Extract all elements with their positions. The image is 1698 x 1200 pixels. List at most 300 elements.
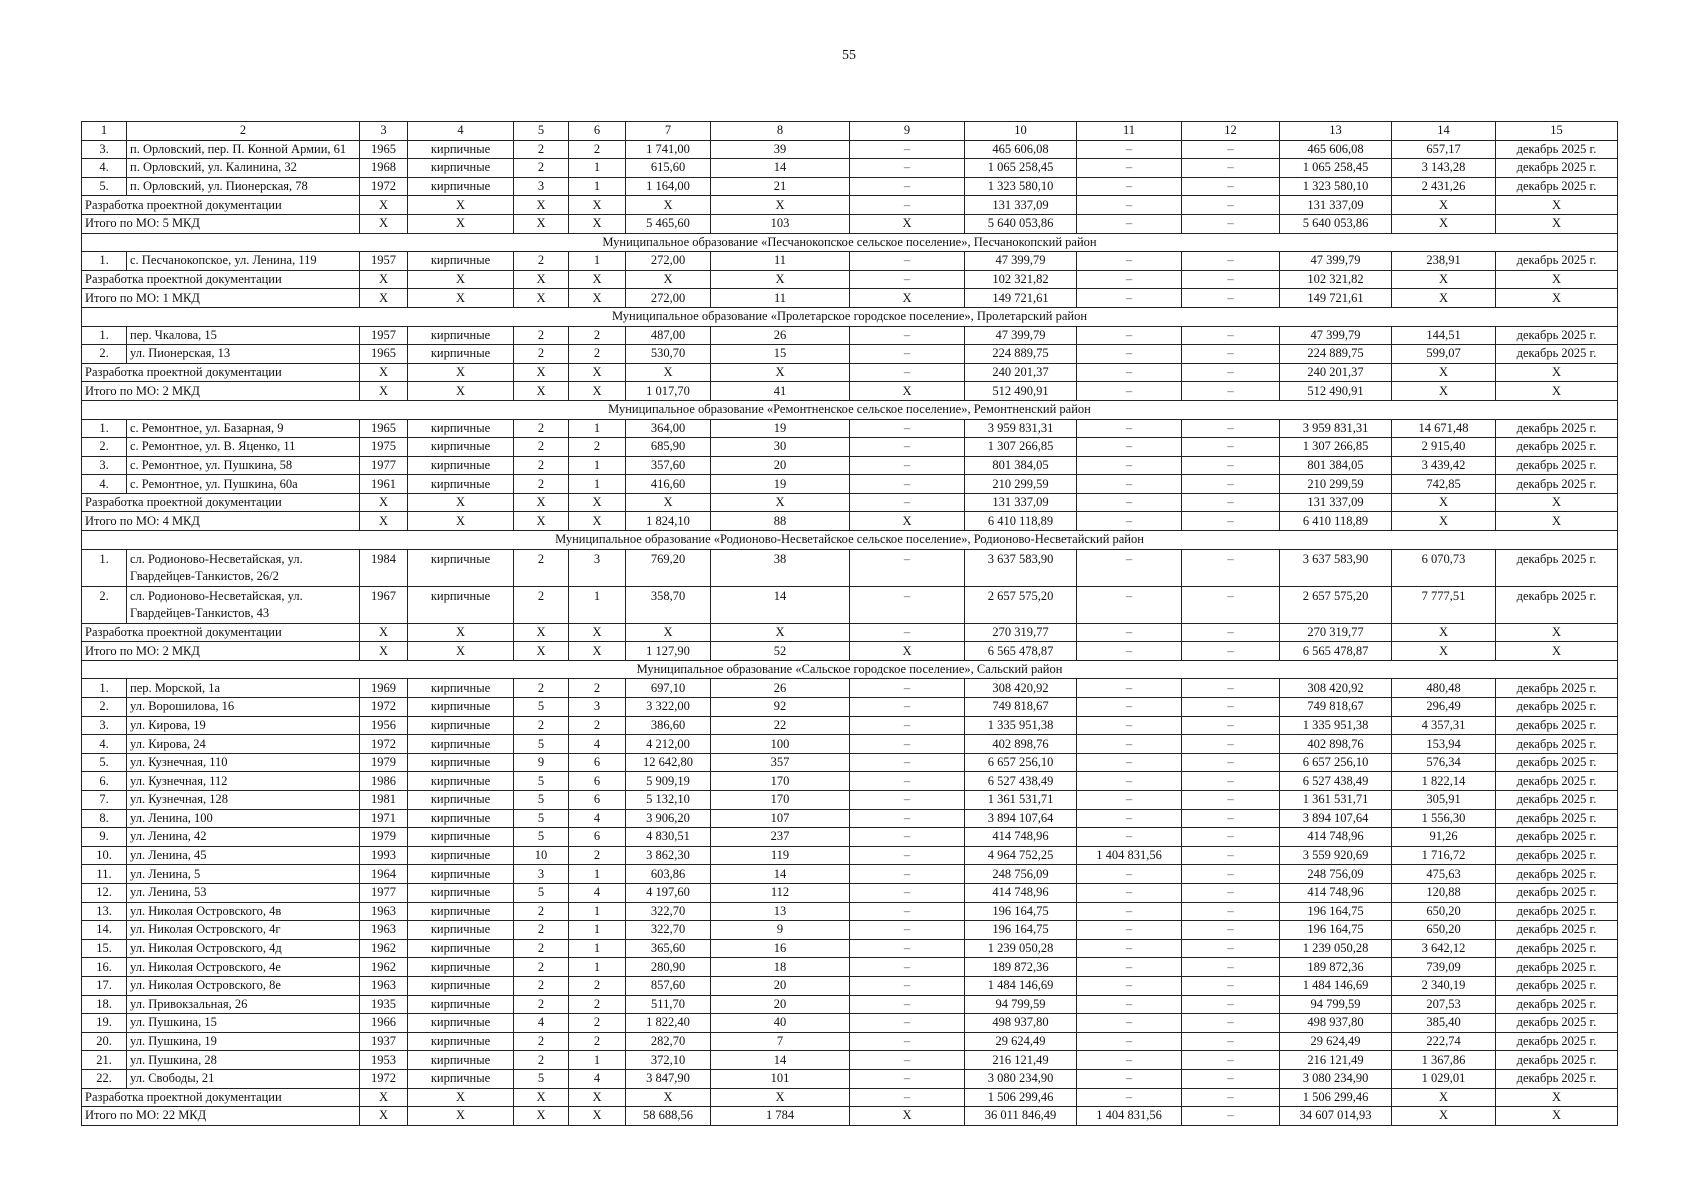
summary-cell-c4: Х [408, 214, 514, 233]
cell-12: – [1182, 921, 1280, 940]
cell-14: 480,48 [1392, 679, 1496, 698]
area-cell: 685,90 [626, 438, 711, 457]
cell-14: 3 439,42 [1392, 456, 1496, 475]
summary-cell-c7: Х [626, 270, 711, 289]
floors-cell: 2 [514, 159, 569, 178]
term-cell: декабрь 2025 г. [1496, 475, 1618, 494]
entrances-cell: 1 [569, 159, 626, 178]
summary-cell-c4: Х [408, 493, 514, 512]
summary-row [82, 289, 1618, 308]
address-cell: ул. Пушкина, 28 [127, 1051, 360, 1070]
floors-cell: 9 [514, 753, 569, 772]
column-number-cell: 9 [850, 122, 965, 141]
residents-cell: 20 [711, 995, 850, 1014]
column-number-cell: 7 [626, 122, 711, 141]
term-cell: декабрь 2025 г. [1496, 976, 1618, 995]
entrances-cell: 2 [569, 438, 626, 457]
total-cost-cell: 3 959 831,31 [965, 419, 1077, 438]
year-cell: 1979 [360, 828, 408, 847]
area-cell: 769,20 [626, 549, 711, 586]
summary-cell-c15: Х [1496, 270, 1618, 289]
address-cell: ул. Ленина, 53 [127, 883, 360, 902]
area-cell: 357,60 [626, 456, 711, 475]
cell-12: – [1182, 995, 1280, 1014]
area-cell: 3 906,20 [626, 809, 711, 828]
summary-cell-c15: Х [1496, 1088, 1618, 1107]
summary-cell-total: 6 410 118,89 [965, 512, 1077, 531]
area-cell: 358,70 [626, 586, 711, 623]
cell-13: 94 799,59 [1280, 995, 1392, 1014]
table-row [82, 252, 1618, 271]
area-cell: 3 862,30 [626, 846, 711, 865]
term-cell: декабрь 2025 г. [1496, 921, 1618, 940]
year-cell: 1966 [360, 1014, 408, 1033]
total-cost-cell: 210 299,59 [965, 475, 1077, 494]
cell-12: – [1182, 865, 1280, 884]
cell-13: 801 384,05 [1280, 456, 1392, 475]
summary-cell-c4: Х [408, 1107, 514, 1126]
term-cell: декабрь 2025 г. [1496, 791, 1618, 810]
cell-11: – [1077, 679, 1182, 698]
cell-13: 1 361 531,71 [1280, 791, 1392, 810]
cell-9: – [850, 976, 965, 995]
floors-cell: 2 [514, 976, 569, 995]
row-number: 1. [82, 419, 127, 438]
municipality-section-row [82, 400, 1618, 419]
cell-13: 3 559 920,69 [1280, 846, 1392, 865]
total-cost-cell: 1 065 258,45 [965, 159, 1077, 178]
cell-9: – [850, 958, 965, 977]
summary-cell-c5: Х [514, 1088, 569, 1107]
summary-cell-c4: Х [408, 623, 514, 642]
total-cost-cell: 3 080 234,90 [965, 1069, 1077, 1088]
cell-14: 657,17 [1392, 140, 1496, 159]
summary-label: Итого по МО: 22 МКД [82, 1107, 360, 1126]
address-cell: ул. Привокзальная, 26 [127, 995, 360, 1014]
term-cell: декабрь 2025 г. [1496, 345, 1618, 364]
summary-cell-c5: Х [514, 214, 569, 233]
year-cell: 1986 [360, 772, 408, 791]
address-cell: ул. Пушкина, 15 [127, 1014, 360, 1033]
total-cost-cell: 749 818,67 [965, 698, 1077, 717]
table-row [82, 716, 1618, 735]
table-row [82, 326, 1618, 345]
table-row [82, 958, 1618, 977]
summary-cell-c3: Х [360, 214, 408, 233]
address-cell: ул. Кузнечная, 112 [127, 772, 360, 791]
address-cell: ул. Свободы, 21 [127, 1069, 360, 1088]
municipality-section-row [82, 660, 1618, 679]
table-row [82, 549, 1618, 586]
row-number: 4. [82, 159, 127, 178]
material-cell: кирпичные [408, 995, 514, 1014]
cell-13: 1 323 580,10 [1280, 177, 1392, 196]
summary-cell-c4: Х [408, 642, 514, 661]
address-cell: ул. Николая Островского, 4в [127, 902, 360, 921]
cell-13: 465 606,08 [1280, 140, 1392, 159]
term-cell: декабрь 2025 г. [1496, 252, 1618, 271]
floors-cell: 2 [514, 939, 569, 958]
year-cell: 1977 [360, 883, 408, 902]
summary-row [82, 642, 1618, 661]
cell-13: 47 399,79 [1280, 252, 1392, 271]
table-row [82, 1069, 1618, 1088]
total-cost-cell: 1 323 580,10 [965, 177, 1077, 196]
residents-cell: 26 [711, 679, 850, 698]
entrances-cell: 6 [569, 828, 626, 847]
cell-12: – [1182, 419, 1280, 438]
residents-cell: 112 [711, 883, 850, 902]
cell-13: 248 756,09 [1280, 865, 1392, 884]
summary-cell-c8: 52 [711, 642, 850, 661]
address-cell: с. Ремонтное, ул. Базарная, 9 [127, 419, 360, 438]
cell-9: – [850, 549, 965, 586]
material-cell: кирпичные [408, 772, 514, 791]
summary-cell-c7: Х [626, 1088, 711, 1107]
residents-cell: 26 [711, 326, 850, 345]
residents-cell: 19 [711, 419, 850, 438]
summary-cell-c11: – [1077, 382, 1182, 401]
term-cell: декабрь 2025 г. [1496, 772, 1618, 791]
summary-cell-c14: Х [1392, 623, 1496, 642]
table-row [82, 735, 1618, 754]
term-cell: декабрь 2025 г. [1496, 995, 1618, 1014]
material-cell: кирпичные [408, 177, 514, 196]
cell-11: 1 404 831,56 [1077, 846, 1182, 865]
summary-cell-c11: – [1077, 289, 1182, 308]
summary-cell-c14: Х [1392, 382, 1496, 401]
summary-cell-c12: – [1182, 289, 1280, 308]
summary-cell-c6: Х [569, 1107, 626, 1126]
summary-cell-c11: – [1077, 642, 1182, 661]
cell-13: 2 657 575,20 [1280, 586, 1392, 623]
floors-cell: 2 [514, 921, 569, 940]
cell-14: 1 822,14 [1392, 772, 1496, 791]
year-cell: 1993 [360, 846, 408, 865]
table-row [82, 753, 1618, 772]
cell-12: – [1182, 958, 1280, 977]
row-number: 5. [82, 753, 127, 772]
summary-cell-c8: Х [711, 623, 850, 642]
residents-cell: 16 [711, 939, 850, 958]
summary-cell-total: 5 640 053,86 [965, 214, 1077, 233]
summary-label: Разработка проектной документации [82, 493, 360, 512]
year-cell: 1956 [360, 716, 408, 735]
entrances-cell: 1 [569, 252, 626, 271]
area-cell: 615,60 [626, 159, 711, 178]
floors-cell: 2 [514, 475, 569, 494]
total-cost-cell: 196 164,75 [965, 921, 1077, 940]
residents-cell: 100 [711, 735, 850, 754]
term-cell: декабрь 2025 г. [1496, 753, 1618, 772]
row-number: 1. [82, 326, 127, 345]
cell-13: 47 399,79 [1280, 326, 1392, 345]
summary-cell-c13: 6 410 118,89 [1280, 512, 1392, 531]
entrances-cell: 1 [569, 586, 626, 623]
address-cell: сл. Родионово-Несветайская, ул. Гвардейцев-Танкистов, 26/2 [127, 549, 360, 586]
material-cell: кирпичные [408, 586, 514, 623]
summary-cell-c11: – [1077, 270, 1182, 289]
total-cost-cell: 498 937,80 [965, 1014, 1077, 1033]
residents-cell: 19 [711, 475, 850, 494]
cell-11: – [1077, 902, 1182, 921]
summary-cell-c13: 512 490,91 [1280, 382, 1392, 401]
summary-cell-c4: Х [408, 512, 514, 531]
cell-13: 224 889,75 [1280, 345, 1392, 364]
summary-cell-c9: Х [850, 512, 965, 531]
column-number-cell: 5 [514, 122, 569, 141]
summary-cell-c4: Х [408, 382, 514, 401]
row-number: 4. [82, 475, 127, 494]
residents-cell: 107 [711, 809, 850, 828]
material-cell: кирпичные [408, 679, 514, 698]
cell-13: 1 239 050,28 [1280, 939, 1392, 958]
residents-cell: 39 [711, 140, 850, 159]
floors-cell: 2 [514, 456, 569, 475]
residents-cell: 38 [711, 549, 850, 586]
floors-cell: 2 [514, 345, 569, 364]
summary-cell-c9: Х [850, 289, 965, 308]
summary-cell-c3: Х [360, 363, 408, 382]
cell-13: 6 657 256,10 [1280, 753, 1392, 772]
summary-label: Разработка проектной документации [82, 1088, 360, 1107]
row-number: 15. [82, 939, 127, 958]
cell-13: 1 307 266,85 [1280, 438, 1392, 457]
entrances-cell: 1 [569, 921, 626, 940]
summary-label: Итого по МО: 4 МКД [82, 512, 360, 531]
cell-12: – [1182, 902, 1280, 921]
material-cell: кирпичные [408, 958, 514, 977]
column-number-cell: 11 [1077, 122, 1182, 141]
cell-11: – [1077, 958, 1182, 977]
summary-row [82, 196, 1618, 215]
floors-cell: 2 [514, 419, 569, 438]
row-number: 4. [82, 735, 127, 754]
address-cell: ул. Ленина, 45 [127, 846, 360, 865]
summary-cell-c8: Х [711, 493, 850, 512]
table-row [82, 159, 1618, 178]
address-cell: с. Песчанокопское, ул. Ленина, 119 [127, 252, 360, 271]
summary-cell-c14: Х [1392, 1088, 1496, 1107]
table-row [82, 345, 1618, 364]
summary-cell-c7: 5 465,60 [626, 214, 711, 233]
cell-13: 749 818,67 [1280, 698, 1392, 717]
cell-12: – [1182, 679, 1280, 698]
cell-12: – [1182, 1069, 1280, 1088]
material-cell: кирпичные [408, 252, 514, 271]
address-cell: п. Орловский, ул. Калинина, 32 [127, 159, 360, 178]
summary-cell-c9: Х [850, 382, 965, 401]
address-cell: ул. Пушкина, 19 [127, 1032, 360, 1051]
term-cell: декабрь 2025 г. [1496, 828, 1618, 847]
cell-11: – [1077, 252, 1182, 271]
cell-14: 14 671,48 [1392, 419, 1496, 438]
section-title: Муниципальное образование «Родионово-Несветайское сельское поселение», Родионово-Несветайский район [82, 531, 1618, 550]
row-number: 18. [82, 995, 127, 1014]
cell-11: – [1077, 1069, 1182, 1088]
address-cell: с. Ремонтное, ул. Пушкина, 58 [127, 456, 360, 475]
summary-cell-total: 1 506 299,46 [965, 1088, 1077, 1107]
summary-cell-c3: Х [360, 493, 408, 512]
year-cell: 1964 [360, 865, 408, 884]
summary-cell-c7: Х [626, 623, 711, 642]
summary-cell-c11: – [1077, 512, 1182, 531]
residents-cell: 11 [711, 252, 850, 271]
cell-11: – [1077, 772, 1182, 791]
floors-cell: 2 [514, 549, 569, 586]
row-number: 21. [82, 1051, 127, 1070]
column-number-cell: 13 [1280, 122, 1392, 141]
cell-9: – [850, 809, 965, 828]
residents-cell: 14 [711, 1051, 850, 1070]
entrances-cell: 6 [569, 772, 626, 791]
cell-12: – [1182, 735, 1280, 754]
year-cell: 1953 [360, 1051, 408, 1070]
term-cell: декабрь 2025 г. [1496, 1051, 1618, 1070]
summary-label: Итого по МО: 1 МКД [82, 289, 360, 308]
summary-cell-c8: 1 784 [711, 1107, 850, 1126]
row-number: 12. [82, 883, 127, 902]
cell-14: 576,34 [1392, 753, 1496, 772]
cell-11: – [1077, 883, 1182, 902]
summary-cell-c7: Х [626, 196, 711, 215]
column-number-cell: 6 [569, 122, 626, 141]
address-cell: пер. Чкалова, 15 [127, 326, 360, 345]
summary-cell-c7: 1 824,10 [626, 512, 711, 531]
cell-12: – [1182, 140, 1280, 159]
area-cell: 322,70 [626, 902, 711, 921]
summary-cell-c9: – [850, 363, 965, 382]
cell-14: 599,07 [1392, 345, 1496, 364]
table-row [82, 586, 1618, 623]
summary-row [82, 363, 1618, 382]
row-number: 13. [82, 902, 127, 921]
row-number: 19. [82, 1014, 127, 1033]
area-cell: 4 830,51 [626, 828, 711, 847]
summary-cell-c15: Х [1496, 289, 1618, 308]
summary-cell-total: 270 319,77 [965, 623, 1077, 642]
cell-14: 1 716,72 [1392, 846, 1496, 865]
floors-cell: 3 [514, 177, 569, 196]
area-cell: 530,70 [626, 345, 711, 364]
cell-11: – [1077, 345, 1182, 364]
summary-cell-c8: 11 [711, 289, 850, 308]
cell-11: – [1077, 140, 1182, 159]
cell-9: – [850, 679, 965, 698]
total-cost-cell: 414 748,96 [965, 828, 1077, 847]
cell-11: – [1077, 791, 1182, 810]
year-cell: 1975 [360, 438, 408, 457]
summary-cell-c13: 34 607 014,93 [1280, 1107, 1392, 1126]
floors-cell: 4 [514, 1014, 569, 1033]
cell-12: – [1182, 791, 1280, 810]
cell-14: 475,63 [1392, 865, 1496, 884]
summary-cell-c11: – [1077, 196, 1182, 215]
total-cost-cell: 47 399,79 [965, 252, 1077, 271]
summary-cell-c13: 240 201,37 [1280, 363, 1392, 382]
summary-cell-c9: – [850, 1088, 965, 1107]
year-cell: 1972 [360, 177, 408, 196]
cell-13: 6 527 438,49 [1280, 772, 1392, 791]
cell-11: – [1077, 419, 1182, 438]
section-title: Муниципальное образование «Сальское городское поселение», Сальский район [82, 660, 1618, 679]
column-number-cell: 4 [408, 122, 514, 141]
floors-cell: 2 [514, 1051, 569, 1070]
cell-13: 402 898,76 [1280, 735, 1392, 754]
summary-cell-c12: – [1182, 623, 1280, 642]
summary-cell-c14: Х [1392, 642, 1496, 661]
year-cell: 1963 [360, 921, 408, 940]
cell-9: – [850, 698, 965, 717]
area-cell: 5 132,10 [626, 791, 711, 810]
term-cell: декабрь 2025 г. [1496, 902, 1618, 921]
entrances-cell: 2 [569, 976, 626, 995]
cell-13: 196 164,75 [1280, 902, 1392, 921]
cell-13: 414 748,96 [1280, 883, 1392, 902]
cell-11: – [1077, 1014, 1182, 1033]
term-cell: декабрь 2025 г. [1496, 438, 1618, 457]
summary-cell-c11: – [1077, 363, 1182, 382]
residents-cell: 170 [711, 772, 850, 791]
term-cell: декабрь 2025 г. [1496, 586, 1618, 623]
material-cell: кирпичные [408, 419, 514, 438]
floors-cell: 2 [514, 252, 569, 271]
summary-cell-c3: Х [360, 289, 408, 308]
summary-cell-c6: Х [569, 493, 626, 512]
residents-cell: 13 [711, 902, 850, 921]
cell-9: – [850, 902, 965, 921]
residents-cell: 22 [711, 716, 850, 735]
area-cell: 487,00 [626, 326, 711, 345]
cell-12: – [1182, 698, 1280, 717]
summary-cell-c8: Х [711, 270, 850, 289]
summary-label: Разработка проектной документации [82, 363, 360, 382]
cell-11: – [1077, 828, 1182, 847]
cell-11: – [1077, 698, 1182, 717]
cell-14: 3 642,12 [1392, 939, 1496, 958]
summary-cell-c13: 5 640 053,86 [1280, 214, 1392, 233]
address-cell: с. Ремонтное, ул. Пушкина, 60а [127, 475, 360, 494]
residents-cell: 20 [711, 976, 850, 995]
summary-cell-c9: – [850, 196, 965, 215]
summary-cell-c13: 102 321,82 [1280, 270, 1392, 289]
year-cell: 1963 [360, 976, 408, 995]
row-number: 14. [82, 921, 127, 940]
cell-14: 7 777,51 [1392, 586, 1496, 623]
address-cell: ул. Кирова, 24 [127, 735, 360, 754]
area-cell: 3 847,90 [626, 1069, 711, 1088]
summary-row [82, 214, 1618, 233]
year-cell: 1962 [360, 958, 408, 977]
material-cell: кирпичные [408, 865, 514, 884]
summary-cell-c14: Х [1392, 1107, 1496, 1126]
summary-cell-c12: – [1182, 196, 1280, 215]
summary-label: Разработка проектной документации [82, 623, 360, 642]
floors-cell: 2 [514, 902, 569, 921]
material-cell: кирпичные [408, 921, 514, 940]
address-cell: п. Орловский, пер. П. Конной Армии, 61 [127, 140, 360, 159]
summary-cell-c3: Х [360, 623, 408, 642]
summary-cell-c5: Х [514, 642, 569, 661]
summary-cell-c12: – [1182, 642, 1280, 661]
cell-9: – [850, 1069, 965, 1088]
row-number: 2. [82, 438, 127, 457]
cell-13: 414 748,96 [1280, 828, 1392, 847]
summary-cell-c13: 6 565 478,87 [1280, 642, 1392, 661]
address-cell: п. Орловский, ул. Пионерская, 78 [127, 177, 360, 196]
entrances-cell: 4 [569, 735, 626, 754]
table-row [82, 475, 1618, 494]
